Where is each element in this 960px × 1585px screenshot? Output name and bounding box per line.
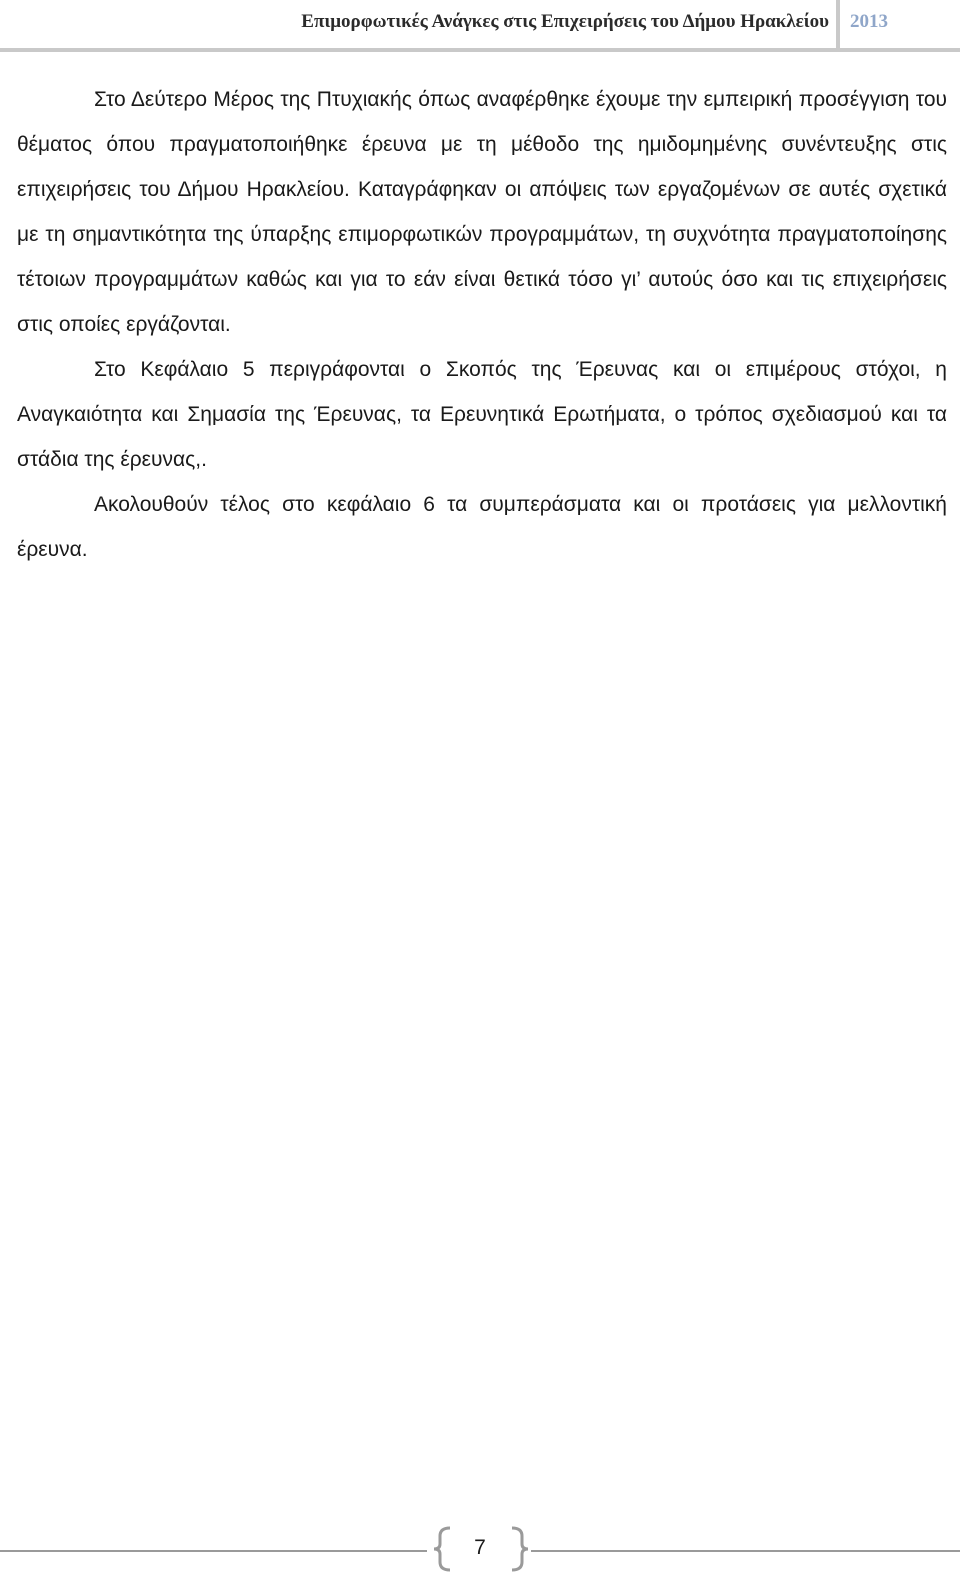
header-divider (836, 0, 840, 48)
paragraph-2: Στο Κεφάλαιο 5 περιγράφονται ο Σκοπός της Έρευνας και οι επιμέρους στόχοι, η Αναγκαιότητα και Σημασία της Έρευνας, τα Ερευνητικά Ερωτήματα, ο τρόπος σχεδιασμού και τα στάδια της έρευνας,. (17, 358, 947, 471)
header-title: Επιμορφωτικές Ανάγκες στις Επιχειρήσεις του Δήμου Ηρακλείου (301, 11, 829, 32)
footer-rule-right (531, 1550, 960, 1552)
right-brace-icon (508, 1526, 530, 1572)
header-rule (0, 48, 960, 52)
left-brace-icon (432, 1526, 454, 1572)
paragraph-3: Ακολουθούν τέλος στο κεφάλαιο 6 τα συμπεράσματα και οι προτάσεις για μελλοντική έρευνα. (17, 493, 947, 561)
paragraph-1: Στο Δεύτερο Μέρος της Πτυχιακής όπως αναφέρθηκε έχουμε την εμπειρική προσέγγιση του θέματος όπου πραγματοποιήθηκε έρευνα με τη μέθοδο της ημιδομημένης συνέντευξης στις επιχειρήσεις του Δήμου Ηρακλείου. Καταγράφηκαν οι απόψεις των εργαζομένων σε αυτές σχετικά με τη σημαντικότητα της ύπαρξης επιμορφωτικών προγραμμάτων, τη συχνότητα πραγματοποίησης τέτοιων προγραμμάτων καθώς και για το εάν είναι θετικά τόσο γι’ αυτούς όσο και τις επιχειρήσεις στις οποίες εργάζονται. (17, 88, 947, 336)
footer-rule-left (0, 1550, 427, 1552)
page-header (0, 0, 960, 52)
document-body (17, 77, 947, 572)
header-year: 2013 (850, 11, 888, 32)
page-number: 7 (474, 1536, 486, 1559)
page-footer (0, 1520, 960, 1580)
